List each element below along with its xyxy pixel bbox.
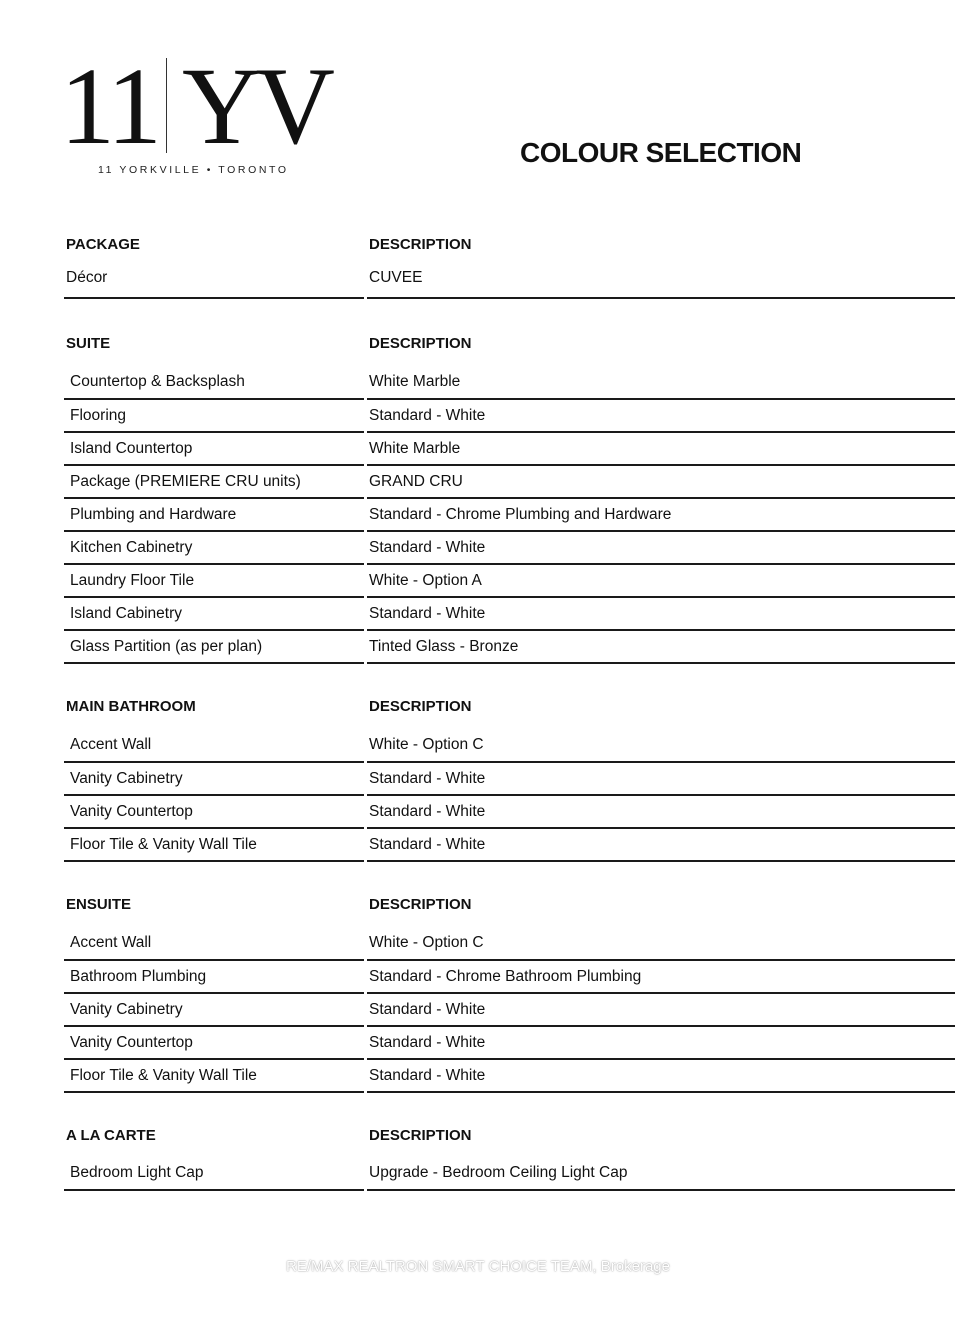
item-description: Standard - White: [369, 836, 486, 853]
table-row: [0, 361, 955, 400]
table-row: [0, 400, 955, 433]
item-description: Standard - White: [369, 803, 486, 820]
section-package: [0, 236, 955, 299]
item-description: GRAND CRU: [369, 473, 463, 490]
item-description: Standard - White: [369, 1034, 486, 1051]
row-divider: [64, 860, 364, 862]
table-row: [0, 565, 955, 598]
item-label: Décor: [66, 269, 108, 286]
item-label: Vanity Cabinetry: [70, 770, 183, 787]
item-description: Standard - Chrome Bathroom Plumbing: [369, 968, 642, 985]
table-row: [0, 433, 955, 466]
section-header: [0, 1127, 955, 1153]
column-heading: DESCRIPTION: [369, 698, 472, 715]
section-heading: A LA CARTE: [66, 1127, 156, 1144]
item-label: Bathroom Plumbing: [70, 968, 207, 985]
table-row: [0, 532, 955, 565]
item-description: White - Option A: [369, 572, 482, 589]
item-label: Floor Tile & Vanity Wall Tile: [70, 836, 257, 853]
brand-logo: [58, 45, 329, 186]
item-label: Vanity Countertop: [70, 803, 193, 820]
item-description: Standard - White: [369, 1001, 486, 1018]
row-divider: [367, 860, 955, 862]
item-label: Island Cabinetry: [70, 605, 183, 622]
section-a-la-carte: [0, 1127, 955, 1191]
section-main-bathroom: [0, 698, 955, 862]
row-divider: [367, 662, 955, 664]
item-description: Standard - White: [369, 605, 486, 622]
item-label: Floor Tile & Vanity Wall Tile: [70, 1067, 257, 1084]
table-row: [0, 631, 955, 664]
item-label: Vanity Cabinetry: [70, 1001, 183, 1018]
item-description: CUVEE: [369, 269, 423, 286]
item-description: White Marble: [369, 373, 461, 390]
table-row: [0, 262, 955, 299]
logo-number: 11: [60, 45, 158, 167]
item-label: Plumbing and Hardware: [70, 506, 237, 523]
table-row: [0, 466, 955, 499]
section-suite: [0, 335, 955, 664]
item-description: White - Option C: [369, 736, 484, 753]
logo-letters: YV: [182, 45, 329, 167]
item-description: Tinted Glass - Bronze: [369, 638, 519, 655]
item-description: White Marble: [369, 440, 461, 457]
table-row: [0, 994, 955, 1027]
row-divider: [367, 1189, 955, 1191]
section-heading: PACKAGE: [66, 236, 140, 253]
brokerage-watermark: RE/MAX REALTRON SMART CHOICE TEAM, Brokerage: [286, 1258, 670, 1275]
section-heading: MAIN BATHROOM: [66, 698, 196, 715]
column-heading: DESCRIPTION: [369, 236, 472, 253]
item-label: Kitchen Cabinetry: [70, 539, 193, 556]
item-label: Countertop & Backsplash: [70, 373, 245, 390]
section-header: [0, 335, 955, 361]
table-row: [0, 1027, 955, 1060]
column-heading: DESCRIPTION: [369, 1127, 472, 1144]
row-divider: [64, 1091, 364, 1093]
section-header: [0, 896, 955, 922]
item-description: Standard - White: [369, 770, 486, 787]
table-row: [0, 829, 955, 862]
column-heading: DESCRIPTION: [369, 335, 472, 352]
item-label: Glass Partition (as per plan): [70, 638, 263, 655]
row-divider: [64, 1189, 364, 1191]
item-label: Vanity Countertop: [70, 1034, 193, 1051]
item-description: Standard - White: [369, 1067, 486, 1084]
table-row: [0, 724, 955, 763]
table-row: [0, 796, 955, 829]
section-header: [0, 236, 955, 262]
table-row: [0, 763, 955, 796]
item-description: Standard - White: [369, 539, 486, 556]
item-label: Accent Wall: [70, 736, 152, 753]
item-label: Island Countertop: [70, 440, 193, 457]
row-divider: [367, 1091, 955, 1093]
item-description: White - Option C: [369, 934, 484, 951]
table-row: [0, 1060, 955, 1093]
item-description: Upgrade - Bedroom Ceiling Light Cap: [369, 1164, 628, 1181]
section-heading: ENSUITE: [66, 896, 132, 913]
table-row: [0, 499, 955, 532]
table-row: [0, 598, 955, 631]
logo-divider: [166, 58, 167, 153]
table-row: [0, 1153, 955, 1191]
item-description: Standard - Chrome Plumbing and Hardware: [369, 506, 672, 523]
row-divider: [367, 297, 955, 299]
row-divider: [64, 662, 364, 664]
item-label: Bedroom Light Cap: [70, 1164, 204, 1181]
section-ensuite: [0, 896, 955, 1093]
column-heading: DESCRIPTION: [369, 896, 472, 913]
item-description: Standard - White: [369, 407, 486, 424]
table-row: [0, 961, 955, 994]
logo-tagline: 11 YORKVILLE • TORONTO: [98, 164, 289, 176]
item-label: Accent Wall: [70, 934, 152, 951]
item-label: Package (PREMIERE CRU units): [70, 473, 301, 490]
section-header: [0, 698, 955, 724]
page-title: COLOUR SELECTION: [520, 137, 802, 168]
row-divider: [64, 297, 364, 299]
item-label: Laundry Floor Tile: [70, 572, 195, 589]
item-label: Flooring: [70, 407, 126, 424]
section-heading: SUITE: [66, 335, 111, 352]
table-row: [0, 922, 955, 961]
